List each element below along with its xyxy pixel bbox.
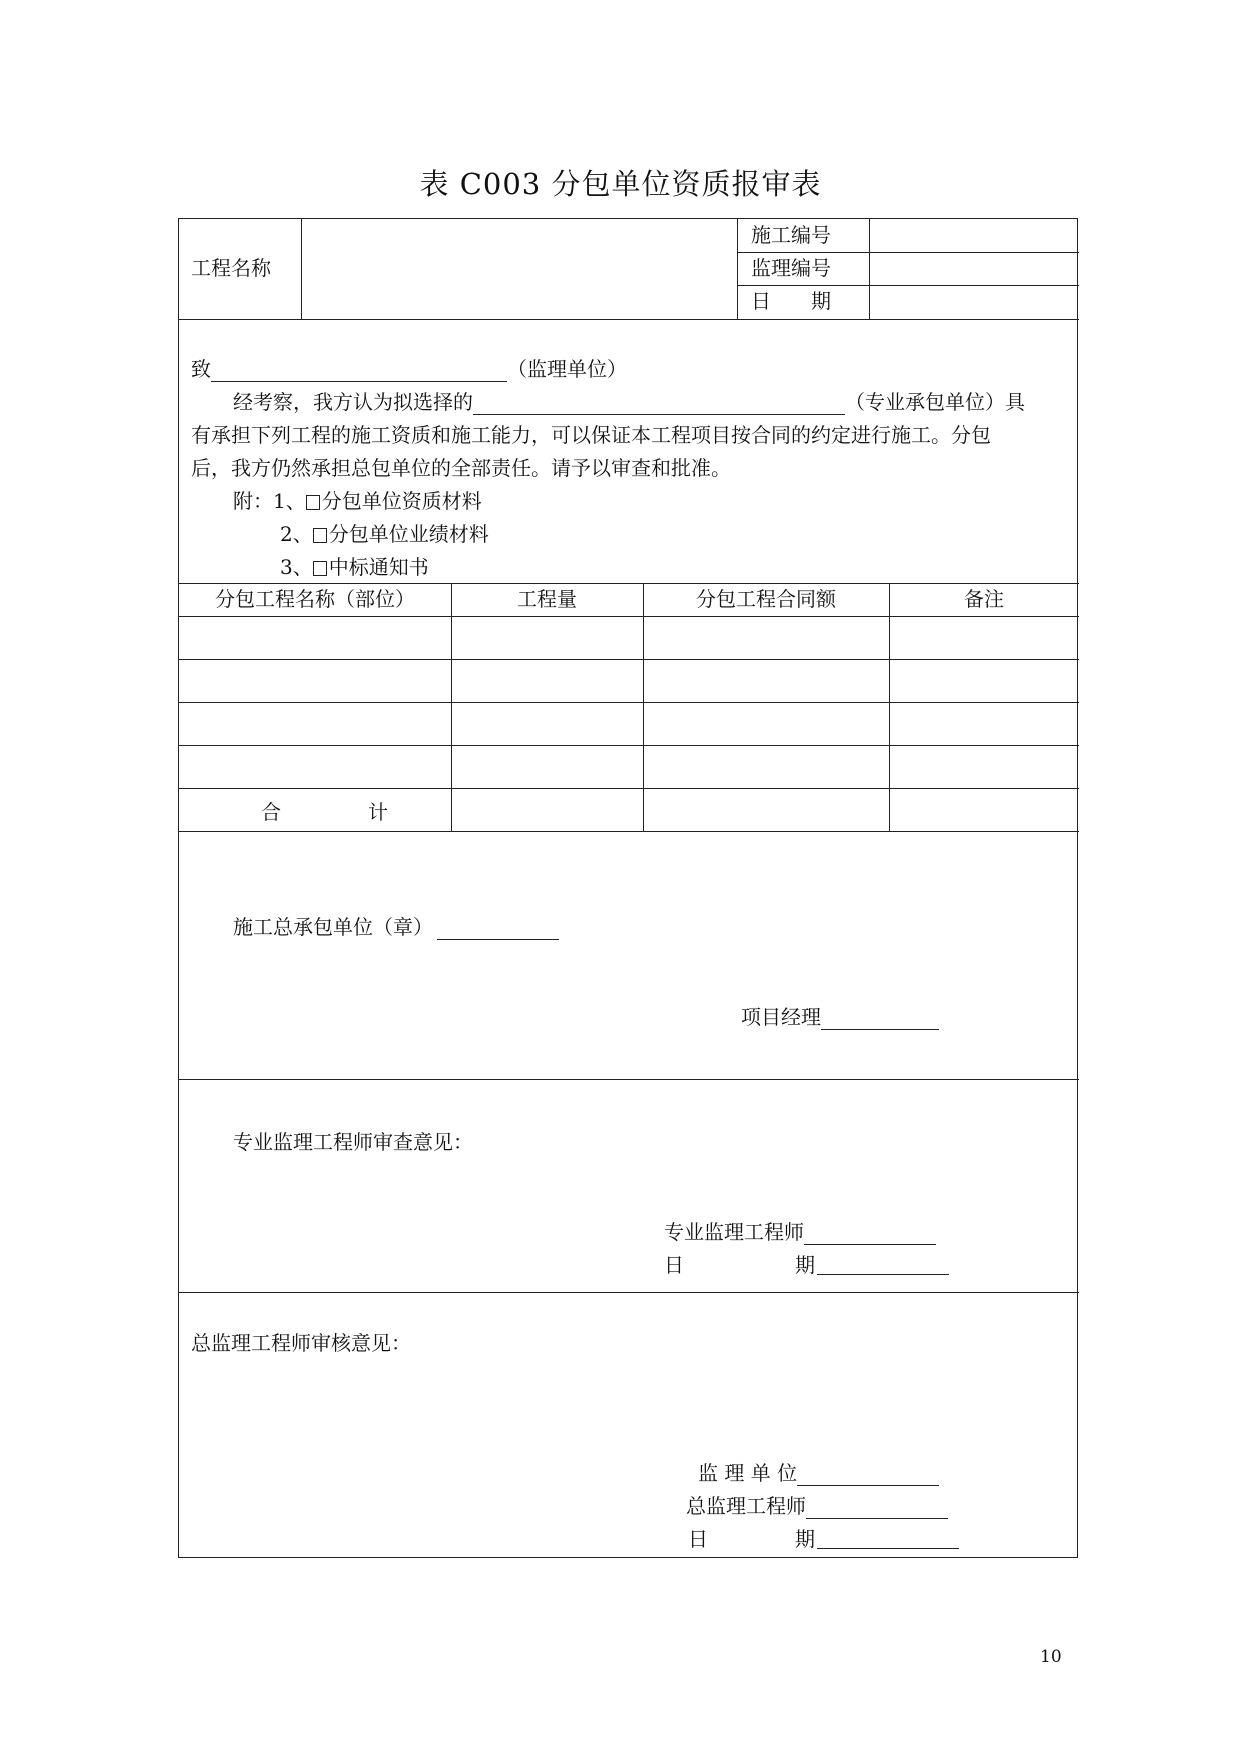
attach-3-label: 中标通知书: [328, 555, 429, 579]
form-sheet: [178, 218, 1078, 1558]
divider: [737, 252, 1079, 253]
specialist-opinion-label: 专业监理工程师审查意见：: [233, 1130, 473, 1154]
chief-date-blank[interactable]: [817, 1548, 959, 1549]
specialist-date-1: 日: [664, 1253, 684, 1277]
divider: [737, 219, 738, 319]
divider: [889, 583, 890, 831]
intro-line-1-prefix: 经考察，我方认为拟选择的: [233, 390, 473, 414]
specialist-engineer-blank[interactable]: [804, 1222, 936, 1245]
attachment-3: [280, 554, 429, 580]
column-header: 备注: [964, 587, 1004, 611]
specialist-engineer-label: 专业监理工程师: [664, 1220, 804, 1244]
divider: [451, 583, 452, 831]
column-header: 分包工程合同额: [696, 587, 836, 611]
divider: [643, 583, 644, 831]
chief-unit-blank[interactable]: [797, 1463, 939, 1486]
to-suffix: （监理单位）: [507, 357, 627, 381]
date-field[interactable]: [871, 287, 1077, 317]
intro-line-1-suffix: （专业承包单位）具: [845, 390, 1025, 414]
divider: [179, 1292, 1079, 1293]
chief-engineer-line: [686, 1493, 948, 1519]
divider: [179, 616, 1079, 617]
attach-prefix: 附：1、: [233, 489, 306, 513]
specialist-engineer-line: [664, 1219, 936, 1245]
divider: [179, 1079, 1079, 1080]
column-header: 工程量: [517, 587, 577, 611]
chief-unit-line: [698, 1460, 939, 1486]
page-title: 表 C003 分包单位资质报审表: [419, 167, 822, 201]
attach-2-label: 分包单位业绩材料: [328, 522, 489, 546]
attachment-2: [280, 521, 489, 547]
divider: [737, 285, 1079, 286]
divider: [179, 702, 1079, 703]
intro-line-3: 后，我方仍然承担总包单位的全部责任。请予以审查和批准。: [191, 456, 731, 480]
divider: [301, 219, 302, 319]
contractor-unit-blank[interactable]: [437, 917, 559, 940]
chief-opinion-label: 总监理工程师审核意见：: [191, 1331, 411, 1355]
chief-date-2: 期: [795, 1527, 815, 1551]
attach-1-label: 分包单位资质材料: [321, 489, 482, 513]
total-label: 合: [261, 800, 281, 824]
divider: [179, 788, 1079, 789]
manager-line: [741, 1004, 939, 1030]
divider: [179, 583, 1079, 584]
intro-line-2: 有承担下列工程的施工资质和施工能力，可以保证本工程项目按合同的约定进行施工。分包: [191, 423, 991, 447]
divider: [869, 219, 870, 319]
project-name-label: 工程名称: [191, 256, 271, 280]
construction-no-field[interactable]: [871, 221, 1077, 251]
chief-engineer-blank[interactable]: [806, 1496, 948, 1519]
subcontractor-blank[interactable]: [473, 392, 845, 415]
intro-line-1: [233, 389, 1025, 415]
divider: [179, 831, 1079, 832]
specialist-date-2: 期: [795, 1253, 815, 1277]
chief-date-1: 日: [688, 1527, 708, 1551]
column-header: 分包工程名称（部位）: [215, 587, 415, 611]
specialist-date-blank[interactable]: [817, 1274, 949, 1275]
manager-blank[interactable]: [821, 1007, 939, 1030]
supervision-no-field[interactable]: [871, 254, 1077, 284]
chief-engineer-label: 总监理工程师: [686, 1494, 806, 1518]
divider: [179, 319, 1079, 320]
supervision-unit-blank[interactable]: [211, 359, 507, 382]
construction-no-label: 施工编号: [751, 223, 831, 247]
checkbox-icon[interactable]: [313, 561, 327, 576]
project-name-field[interactable]: [303, 221, 735, 317]
supervision-no-label: 监理编号: [751, 256, 831, 280]
chief-unit-label: 监 理 单 位: [698, 1461, 798, 1485]
page-number: 10: [1040, 1647, 1062, 1667]
total-label: 计: [368, 800, 388, 824]
attach-2-num: 2、: [280, 522, 313, 546]
contractor-unit-label: 施工总承包单位（章）: [233, 915, 433, 939]
checkbox-icon[interactable]: [306, 495, 320, 510]
divider: [179, 659, 1079, 660]
to-prefix: 致: [191, 357, 211, 381]
date-label: 日 期: [751, 289, 831, 313]
checkbox-icon[interactable]: [313, 528, 327, 543]
to-line: [191, 356, 627, 382]
manager-label: 项目经理: [741, 1005, 821, 1029]
attachment-1: [233, 488, 482, 514]
contractor-unit-line: [233, 914, 559, 940]
divider: [179, 745, 1079, 746]
attach-3-num: 3、: [280, 555, 313, 579]
